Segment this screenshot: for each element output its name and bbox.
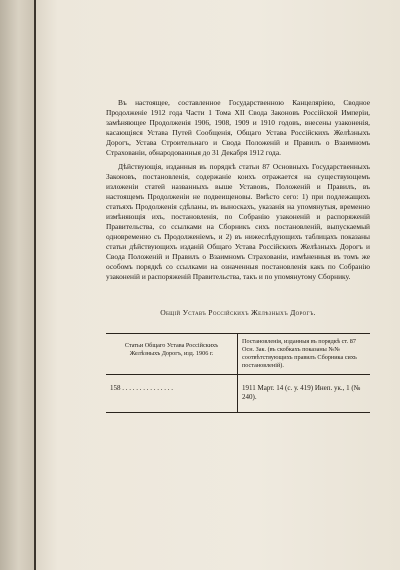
table-cell-reference: 1911 Март. 14 (с. у. 419) Инеп. ук., 1 (№ 240). bbox=[242, 384, 361, 401]
book-page bbox=[36, 0, 400, 570]
paragraph-intro: Въ настоящее, составленное Государственною Канцеляріею, Сводное Продолженіе 1912 года Части 1 Тома XII Свода Законовъ Россійской Имперіи, замѣняющее Продолженія 1906, 1908, 1909 и 1910 годовъ, внесены узаконенія, касающіяся Устава Путей Сообщенія, Общаго Устава Россійскихъ Желѣзныхъ Дорогъ, Устава Строительнаго и Свода Положеній и Правилъ о Взаимномъ Страхованіи, обнародованныя до 31 Декабря 1912 года. bbox=[106, 98, 370, 157]
page-content bbox=[106, 98, 370, 413]
table-header-row bbox=[106, 334, 370, 375]
section-title: Общій Уставъ Россійскихъ Желѣзныхъ Дорогъ. bbox=[160, 308, 316, 317]
table-cell-article: 158 . . . . . . . . . . . . . . . bbox=[106, 375, 238, 412]
reference-table bbox=[106, 333, 370, 413]
table-row bbox=[106, 375, 370, 412]
left-page-edge bbox=[0, 0, 34, 570]
column-header-provisions: Постановленія, изданныя въ порядкѣ ст. 87 Осн. Зак. (въ скобкахъ показаны №№ соотвѣтствующихъ правилъ Сборника сихъ постановленій). bbox=[242, 338, 357, 369]
paragraph-provisions: Дѣйствующія, изданныя въ порядкѣ статьи 87 Основныхъ Государственныхъ Законовъ, постановленія, содержаніе коихъ отражается на существующемъ изложеніи статей названныхъ выше Уставовъ, Положеній и Правилъ, въ настоящемъ Продолженіи не подвеищеновы. Вмѣсто сего: 1) при подлежащихъ статьяхъ Продолженія сдѣланы, въ выноскахъ, указанія на упомянутыя, временно измѣняющія ихъ, постановленія, по Собранію узаконеній и распоряженій Правительства, со ссылками на Сборникъ сихъ постановленій, выпускаемый одновременно съ Продолженіемъ, и 2) въ нижеслѣдующихъ таблицахъ показаны статьи дѣйствующихъ изданій Общаго Устава Россійскихъ Желѣзныхъ Дорогъ и Свода Положеній и Правилъ о Взаимномъ Страхованіи, измѣненныя въ томъ же особомъ порядкѣ со ссылками на означенныя постановленія какъ по Собранію узаконеній и распоряженій Правительства, такъ и по упомянутому Сборнику. bbox=[106, 162, 370, 281]
column-header-articles: Статьи Общаго Устава Россійскихъ Желѣзныхъ Дорогъ, изд. 1906 г. bbox=[106, 334, 238, 374]
